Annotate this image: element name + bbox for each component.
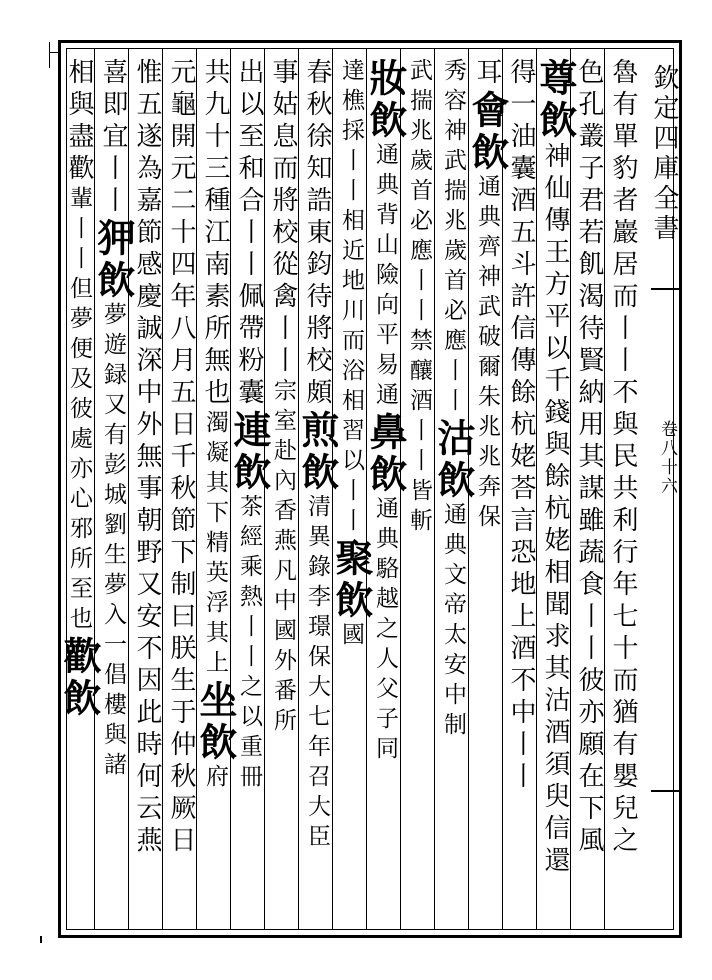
body-text: 惟五遂為嘉節感慶誠深中外無事朝野又安不因此時何云燕 — [132, 58, 162, 858]
margin-volume: 卷八十六 — [657, 420, 677, 496]
text-column — [295, 58, 340, 926]
annotation-text: 達樵採丨丨相近地 — [338, 58, 364, 298]
annotation-text: 通典駱越之人父子同 — [372, 496, 398, 766]
text-column — [606, 58, 640, 926]
body-text: 得一油囊酒五斗許信傳餘杭姥荅言恐地上酒不中丨丨 — [506, 58, 536, 794]
body-text: 事姑息而將校從禽丨丨 — [268, 58, 298, 378]
entry-heading: 聚飲 — [329, 538, 374, 622]
text-column — [504, 58, 538, 926]
annotation-text: 清異錄李璟保大七年召大臣 — [304, 494, 330, 854]
entry-heading: 會飲 — [465, 90, 510, 174]
body-text: 共九十三種江南素所無也 — [200, 58, 230, 410]
annotation-text: 茶經乘熱丨丨之以重冊 — [236, 494, 262, 794]
page-dot — [40, 936, 42, 943]
annotation-text: 通典背山險向平易通 — [372, 142, 398, 412]
body-text: 耳 — [472, 58, 502, 90]
annotation-text: 輩丨丨但夢便及彼處亦心邪所至也 — [66, 186, 92, 636]
entry-heading: 坐飲 — [193, 680, 238, 764]
entry-heading: 歡飲 — [57, 636, 102, 720]
body-text: 魯有單豹者巖居而丨丨不與民共利行年七十而猶有嬰兒之 — [608, 58, 638, 858]
body-text: 喜即宜丨丨 — [98, 58, 128, 218]
entry-heading: 鼻飲 — [363, 412, 408, 496]
body-text: 出以至和合丨丨佩帶粉囊 — [234, 58, 264, 410]
annotation-text: 秀容神武揣兆歲首必應丨丨 — [440, 58, 466, 418]
text-column — [431, 58, 476, 926]
annotation-text: 通典齊神武破爾朱兆兆奔保 — [474, 174, 500, 534]
text-column — [533, 58, 578, 926]
column-rule — [60, 48, 61, 930]
annotation-text: 禁釀酒丨丨皆斬 — [406, 328, 432, 538]
annotation-text: 宗室赴內香燕凡中國外番所 — [270, 378, 296, 738]
annotation-text: 武揣兆歲首必應丨丨 — [406, 58, 432, 328]
entry-heading: 連飲 — [227, 410, 272, 494]
entry-heading: 沽飲 — [431, 418, 476, 502]
annotation-text: 府 — [202, 764, 228, 794]
text-column — [130, 58, 164, 926]
body-text: 元龜開元二十四年八月五日千秋節下制曰朕生于仲秋厥日 — [166, 58, 196, 858]
entry-heading: 狎飲 — [91, 218, 136, 302]
text-column — [572, 58, 606, 926]
margin-mark-bottom — [651, 790, 681, 792]
annotation-text: 通典文帝太安中制 — [440, 502, 466, 742]
entry-heading: 妝飲 — [363, 58, 408, 142]
margin-column — [646, 64, 683, 244]
text-column — [91, 58, 136, 926]
body-text: 色孔叢子君若飢渴待賢納用其謀雖蔬食丨丨彼亦願在下風 — [574, 58, 604, 858]
corner-tick — [49, 42, 50, 68]
margin-mark-top — [651, 288, 681, 290]
body-text: 神仙傳王方平以千錢與餘杭姥相聞求其沽酒須臾信還 — [540, 142, 570, 878]
text-column — [57, 58, 102, 926]
annotation-text: 夢遊録又有彭城劉生夢入一倡樓與諸 — [100, 302, 126, 782]
text-column — [164, 58, 198, 926]
annotation-text: 川而浴相習以丨丨 — [338, 298, 364, 538]
body-text: 相與盡歡 — [64, 58, 94, 186]
text-column — [363, 58, 408, 926]
annotation-text: 國 — [338, 622, 364, 652]
annotation-text: 濁凝其下精英浮其上 — [202, 410, 228, 680]
margin-volume-column — [655, 420, 680, 496]
entry-heading: 尊飲 — [533, 58, 578, 142]
margin-title: 欽定四庫全書 — [649, 64, 679, 244]
text-column — [193, 58, 238, 926]
text-column — [227, 58, 272, 926]
body-text: 春秋徐知誥東鈞待將校頗 — [302, 58, 332, 410]
entry-heading: 煎飲 — [295, 410, 340, 494]
